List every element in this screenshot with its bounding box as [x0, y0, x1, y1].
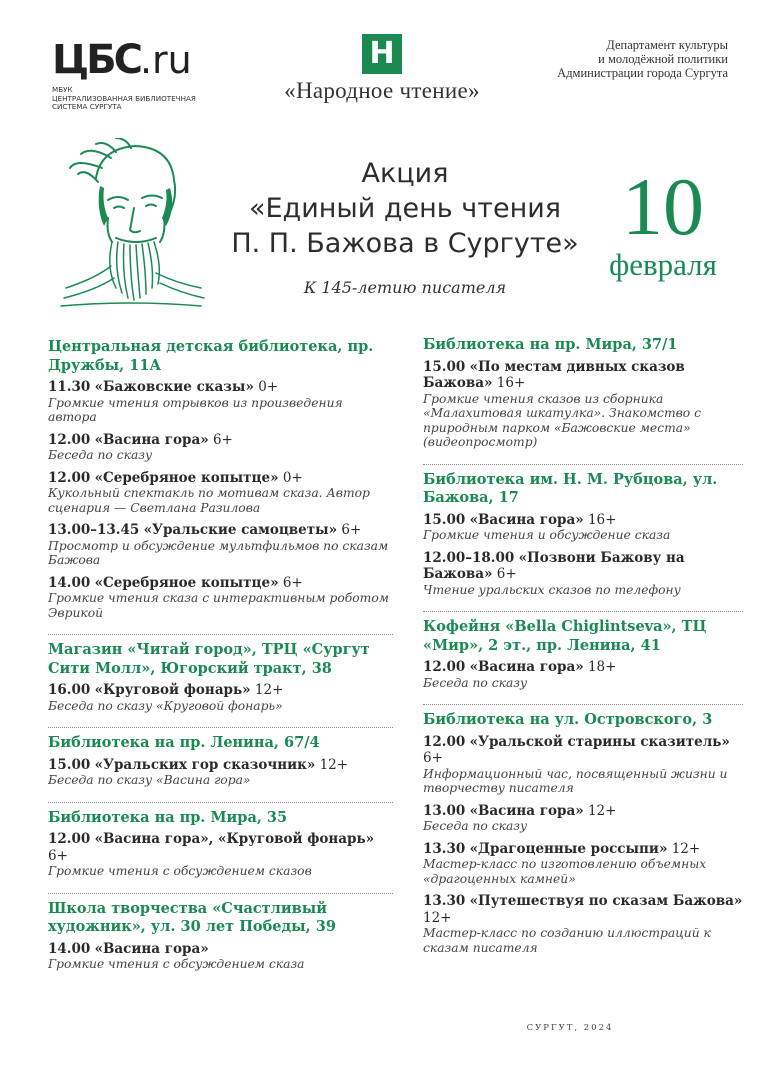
schedule-right-column: [423, 336, 743, 969]
event-time: 12.00: [48, 831, 91, 847]
event-time: 13.30: [423, 840, 466, 857]
venue-title: Школа творчества «Счастливый художник», ул. 30 лет Победы, 39: [48, 899, 336, 935]
venue-block: [423, 611, 743, 704]
event-item: [423, 659, 743, 690]
event-name: «Васина гора», «Круговой фонарь»: [94, 831, 375, 847]
age-rating: 12+: [319, 756, 349, 773]
venue-title: Библиотека им. Н. М. Рубцова, ул. Бажова, 17: [423, 470, 718, 506]
event-description: Беседа по сказу «Васина гора»: [48, 773, 251, 787]
event-description: Чтение уральских сказов по телефону: [423, 582, 681, 597]
age-rating: 6+: [496, 566, 517, 582]
event-name: «Позвони Бажову на Бажова»: [423, 549, 685, 582]
event-item: [423, 893, 743, 955]
event-name: «По местам дивных сказов Бажова»: [423, 358, 685, 391]
department-name: Департамент культуры и молодёжной политики Администрации города Сургута: [557, 38, 728, 80]
age-rating: 12+: [671, 840, 701, 857]
age-rating: 12+: [587, 802, 617, 819]
event-time: 15.00: [423, 511, 466, 528]
event-description: Громкие чтения сказа с интерактивным роботом Эврикой: [48, 591, 389, 620]
event-title-line-1: Акция: [361, 158, 449, 189]
event-name: «Уральской старины сказитель»: [469, 733, 730, 750]
venue-title: Библиотека на ул. Островского, 3: [423, 711, 713, 728]
age-rating: 6+: [423, 750, 443, 766]
cbs-logo-mark: ЦБС.ru: [52, 37, 192, 83]
event-name: «Васина гора»: [469, 802, 584, 819]
venue-block: [423, 704, 743, 969]
event-description: Информационный час, посвященный жизни и творчеству писателя: [423, 766, 728, 795]
event-time: 13.00: [423, 802, 466, 819]
event-description: Беседа по сказу: [48, 448, 153, 462]
age-rating: 6+: [341, 522, 362, 538]
event-item: [48, 575, 393, 621]
event-name: «Путешествуя по сказам Бажова»: [469, 893, 743, 909]
event-heading: [48, 379, 393, 396]
age-rating: 6+: [212, 431, 233, 448]
event-item: [48, 470, 393, 516]
event-name: «Круговой фонарь»: [94, 682, 251, 698]
event-time: 12.00: [423, 733, 466, 750]
event-description: Громкие чтения отрывков из произведения автора: [48, 395, 343, 424]
age-rating: 12+: [423, 909, 452, 926]
event-time: 15.00: [423, 358, 466, 375]
event-item: [48, 757, 393, 788]
event-heading: [423, 512, 743, 529]
event-item: [423, 550, 743, 598]
event-name: «Уральских гор сказочник»: [94, 756, 316, 773]
event-time: 12.00: [423, 659, 466, 675]
event-subtitle: К 145-летию писателя: [303, 278, 507, 297]
age-rating: 18+: [587, 659, 617, 675]
schedule-left-column: [48, 338, 393, 986]
event-name: «Васина гора»: [94, 431, 209, 448]
event-heading: [423, 803, 743, 820]
age-rating: 16+: [587, 511, 617, 528]
event-time: 14.00: [48, 940, 91, 957]
event-heading: [423, 841, 743, 858]
event-title: [205, 156, 605, 261]
event-heading: [423, 893, 743, 926]
bazhov-portrait-image: [56, 138, 206, 308]
event-item: [48, 432, 393, 463]
event-name: «Уральские самоцветы»: [143, 522, 338, 538]
narodnoe-chtenie-logo: [262, 34, 502, 104]
venue-title: Центральная детская библиотека, пр. Дружбы, 11А: [48, 338, 374, 374]
event-item: [48, 522, 393, 568]
event-description: Мастер-класс по изготовлению объемных «драгоценных камней»: [423, 857, 707, 886]
cbs-logo: [52, 38, 222, 110]
event-heading: [423, 734, 743, 767]
venue-block: [48, 727, 393, 802]
event-heading: [423, 550, 743, 583]
event-time: 16.00: [48, 682, 91, 698]
event-description: Беседа по сказу: [423, 675, 528, 690]
event-heading: [48, 470, 393, 487]
age-rating: 0+: [282, 469, 303, 486]
event-item: [423, 512, 743, 543]
event-name: «Серебряное копытце»: [94, 469, 279, 486]
venue-block: [423, 464, 743, 612]
event-heading: [423, 659, 743, 676]
age-rating: 16+: [496, 375, 526, 391]
event-time: 12.00–18.00: [423, 549, 515, 566]
event-item: [48, 379, 393, 425]
event-time: 13.30: [423, 893, 466, 909]
project-title: «Народное чтение»: [284, 78, 480, 103]
event-item: [423, 841, 743, 887]
event-item: [48, 682, 393, 713]
date-day: 10: [622, 161, 704, 252]
age-rating: 12+: [254, 682, 284, 698]
event-name: «Васина гора»: [94, 940, 209, 957]
event-heading: [48, 432, 393, 449]
cbs-logo-caption: МБУК ЦЕНТРАЛИЗОВАННАЯ БИБЛИОТЕЧНАЯ СИСТЕМА СУРГУТА: [52, 85, 196, 111]
event-time: 11.30: [48, 379, 91, 395]
event-item: [423, 803, 743, 834]
event-item: [48, 941, 393, 972]
event-title-line-2: «Единый день чтения: [248, 193, 562, 224]
event-description: Громкие чтения с обсуждением сказа: [48, 957, 305, 971]
event-time: 15.00: [48, 756, 91, 773]
event-item: [423, 734, 743, 796]
event-heading: [48, 757, 393, 774]
event-heading: [48, 682, 393, 699]
event-name: «Бажовские сказы»: [94, 379, 254, 395]
event-name: «Васина гора»: [469, 511, 584, 528]
event-description: Громкие чтения и обсуждение сказа: [423, 528, 671, 542]
event-time: 13.00–13.45: [48, 522, 140, 538]
venue-block: [48, 338, 393, 634]
event-heading: [423, 359, 743, 392]
venue-title: Библиотека на пр. Мира, 37/1: [423, 336, 678, 353]
venue-title: Библиотека на пр. Ленина, 67/4: [48, 734, 320, 751]
event-name: «Драгоценные россыпи»: [469, 840, 668, 857]
age-rating: 6+: [282, 574, 303, 591]
event-heading: [48, 575, 393, 592]
venue-block: [48, 634, 393, 727]
venue-block: [423, 336, 743, 464]
footer-city-year: СУРГУТ, 2024: [526, 1023, 614, 1033]
venue-title: Магазин «Читай город», ТРЦ «Сургут Сити Молл», Югорский тракт, 38: [48, 641, 370, 677]
venue-title: Библиотека на пр. Мира, 35: [48, 808, 288, 826]
event-description: Мастер-класс по созданию иллюстраций к сказам писателя: [423, 926, 711, 955]
n-letter-badge: Н: [362, 34, 402, 74]
event-description: Беседа по сказу «Круговой фонарь»: [48, 698, 283, 713]
event-description: Беседа по сказу: [423, 819, 528, 833]
date-month: февраля: [609, 247, 717, 282]
event-name: «Серебряное копытце»: [94, 574, 279, 591]
event-heading: [48, 941, 393, 958]
event-time: 12.00: [48, 469, 91, 486]
event-name: «Васина гора»: [469, 659, 584, 675]
event-title-line-3: П. П. Бажова в Сургуте»: [231, 228, 579, 259]
event-heading: [48, 831, 393, 864]
event-time: 14.00: [48, 574, 91, 591]
event-description: Громкие чтения с обсуждением сказов: [48, 864, 312, 878]
venue-title: Кофейня «Bella Chiglintseva», ТЦ «Мир», 2 эт., пр. Ленина, 41: [423, 618, 707, 654]
venue-block: [48, 802, 393, 893]
event-item: [423, 359, 743, 450]
event-heading: [48, 522, 393, 539]
event-item: [48, 831, 393, 879]
event-description: Громкие чтения сказов из сборника «Малахитовая шкатулка». Знакомство с природным парком «Бажовские места» (видеопросмотр): [423, 391, 701, 449]
age-rating: 6+: [48, 847, 68, 864]
event-description: Кукольный спектакль по мотивам сказа. Автор сценария — Светлана Разилова: [48, 486, 370, 515]
venue-block: [48, 893, 393, 986]
event-time: 12.00: [48, 431, 91, 448]
age-rating: 0+: [258, 379, 279, 395]
event-description: Просмотр и обсуждение мультфильмов по сказам Бажова: [48, 538, 389, 567]
